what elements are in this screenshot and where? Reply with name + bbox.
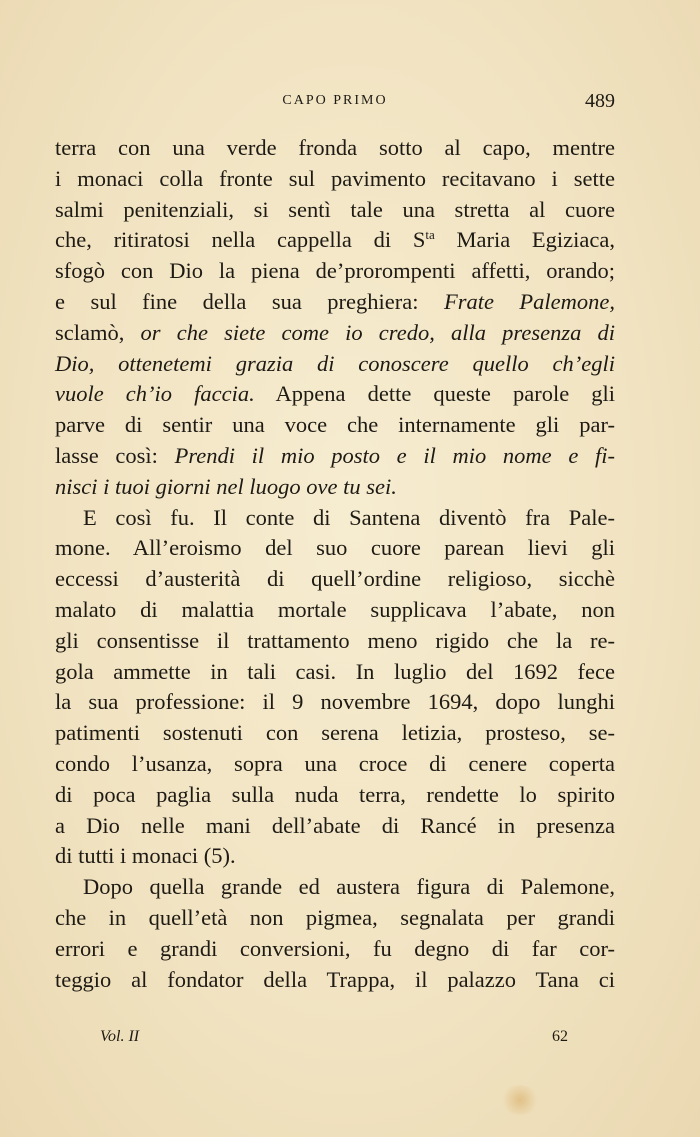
text-line: teggio al fondator della Trappa, il palazzo Tana ci xyxy=(55,966,615,992)
text-run: lasse così: xyxy=(55,442,175,468)
italic-run: Prendi il mio posto e il mio nome e fi- xyxy=(174,442,615,468)
text-line: Dio, ottenetemi grazia di conoscere quello ch’egli xyxy=(55,350,615,376)
italic-run: Frate Palemone, xyxy=(443,288,615,314)
text-line: patimenti sostenuti con serena letizia, prosteso, se- xyxy=(55,720,615,746)
text-run: e sul fine della sua preghiera: xyxy=(55,288,444,314)
text-line: che in quell’età non pigmea, segnalata per grandi xyxy=(55,904,615,930)
volume-label: Vol. II xyxy=(100,1028,140,1045)
page-header xyxy=(55,90,615,116)
text-run: sclamò, xyxy=(55,319,141,345)
page-number: 489 xyxy=(585,90,615,112)
page-footer xyxy=(100,1028,568,1054)
text-run: che, ritiratosi nella cappella di S xyxy=(55,227,426,253)
italic-run: or che siete come io credo, alla presenza di xyxy=(140,319,615,345)
text-line xyxy=(55,379,615,410)
running-head: CAPO PRIMO xyxy=(282,93,388,108)
text-run: Appena dette queste parole gli xyxy=(254,381,616,407)
text-line xyxy=(55,441,615,472)
text-line xyxy=(55,318,615,349)
text-line: nisci i tuoi giorni nel luogo ove tu sei. xyxy=(55,473,397,499)
text-line: parve di sentir una voce che internamente gli par- xyxy=(55,412,615,438)
text-line: salmi penitenziali, si sentì tale una stretta al cuore xyxy=(55,196,615,222)
text-line: eccessi d’austerità di quell’ordine religioso, sicchè xyxy=(55,566,615,592)
text-line: malato di malattia mortale supplicava l’abate, non xyxy=(55,596,615,622)
text-line: gli consentisse il trattamento meno rigido che la re- xyxy=(55,627,615,653)
body-text xyxy=(55,133,615,995)
text-line: gola ammette in tali casi. In luglio del 1692 fece xyxy=(55,658,615,684)
text-line: mone. All’eroismo del suo cuore parean lievi gli xyxy=(55,535,615,561)
text-run: Maria Egiziaca, xyxy=(434,227,615,253)
text-line: errori e grandi conversioni, fu degno di far cor- xyxy=(55,935,615,961)
italic-run: vuole ch’io faccia. xyxy=(55,381,255,407)
text-line: di poca paglia sulla nuda terra, rendette lo spirito xyxy=(55,781,615,807)
text-line xyxy=(55,225,615,256)
text-line: di tutti i monaci (5). xyxy=(55,843,236,869)
text-line: a Dio nelle mani dell’abate di Rancé in presenza xyxy=(55,812,615,838)
superscript: ta xyxy=(425,227,435,243)
paragraph-start: E così fu. Il conte di Santena diventò fra Pale- xyxy=(83,504,615,530)
paper-stain xyxy=(500,1085,540,1115)
text-line: i monaci colla fronte sul pavimento recitavano i sette xyxy=(55,165,615,191)
text-line: terra con una verde fronda sotto al capo, mentre xyxy=(55,135,615,160)
signature-mark: 62 xyxy=(552,1028,568,1045)
text-line: la sua professione: il 9 novembre 1694, dopo lunghi xyxy=(55,689,615,715)
text-line: condo l’usanza, sopra una croce di cenere coperta xyxy=(55,750,615,776)
text-line xyxy=(55,287,615,318)
text-line: sfogò con Dio la piena de’prorompenti affetti, orando; xyxy=(55,258,615,284)
paragraph-start: Dopo quella grande ed austera figura di Palemone, xyxy=(83,874,615,900)
